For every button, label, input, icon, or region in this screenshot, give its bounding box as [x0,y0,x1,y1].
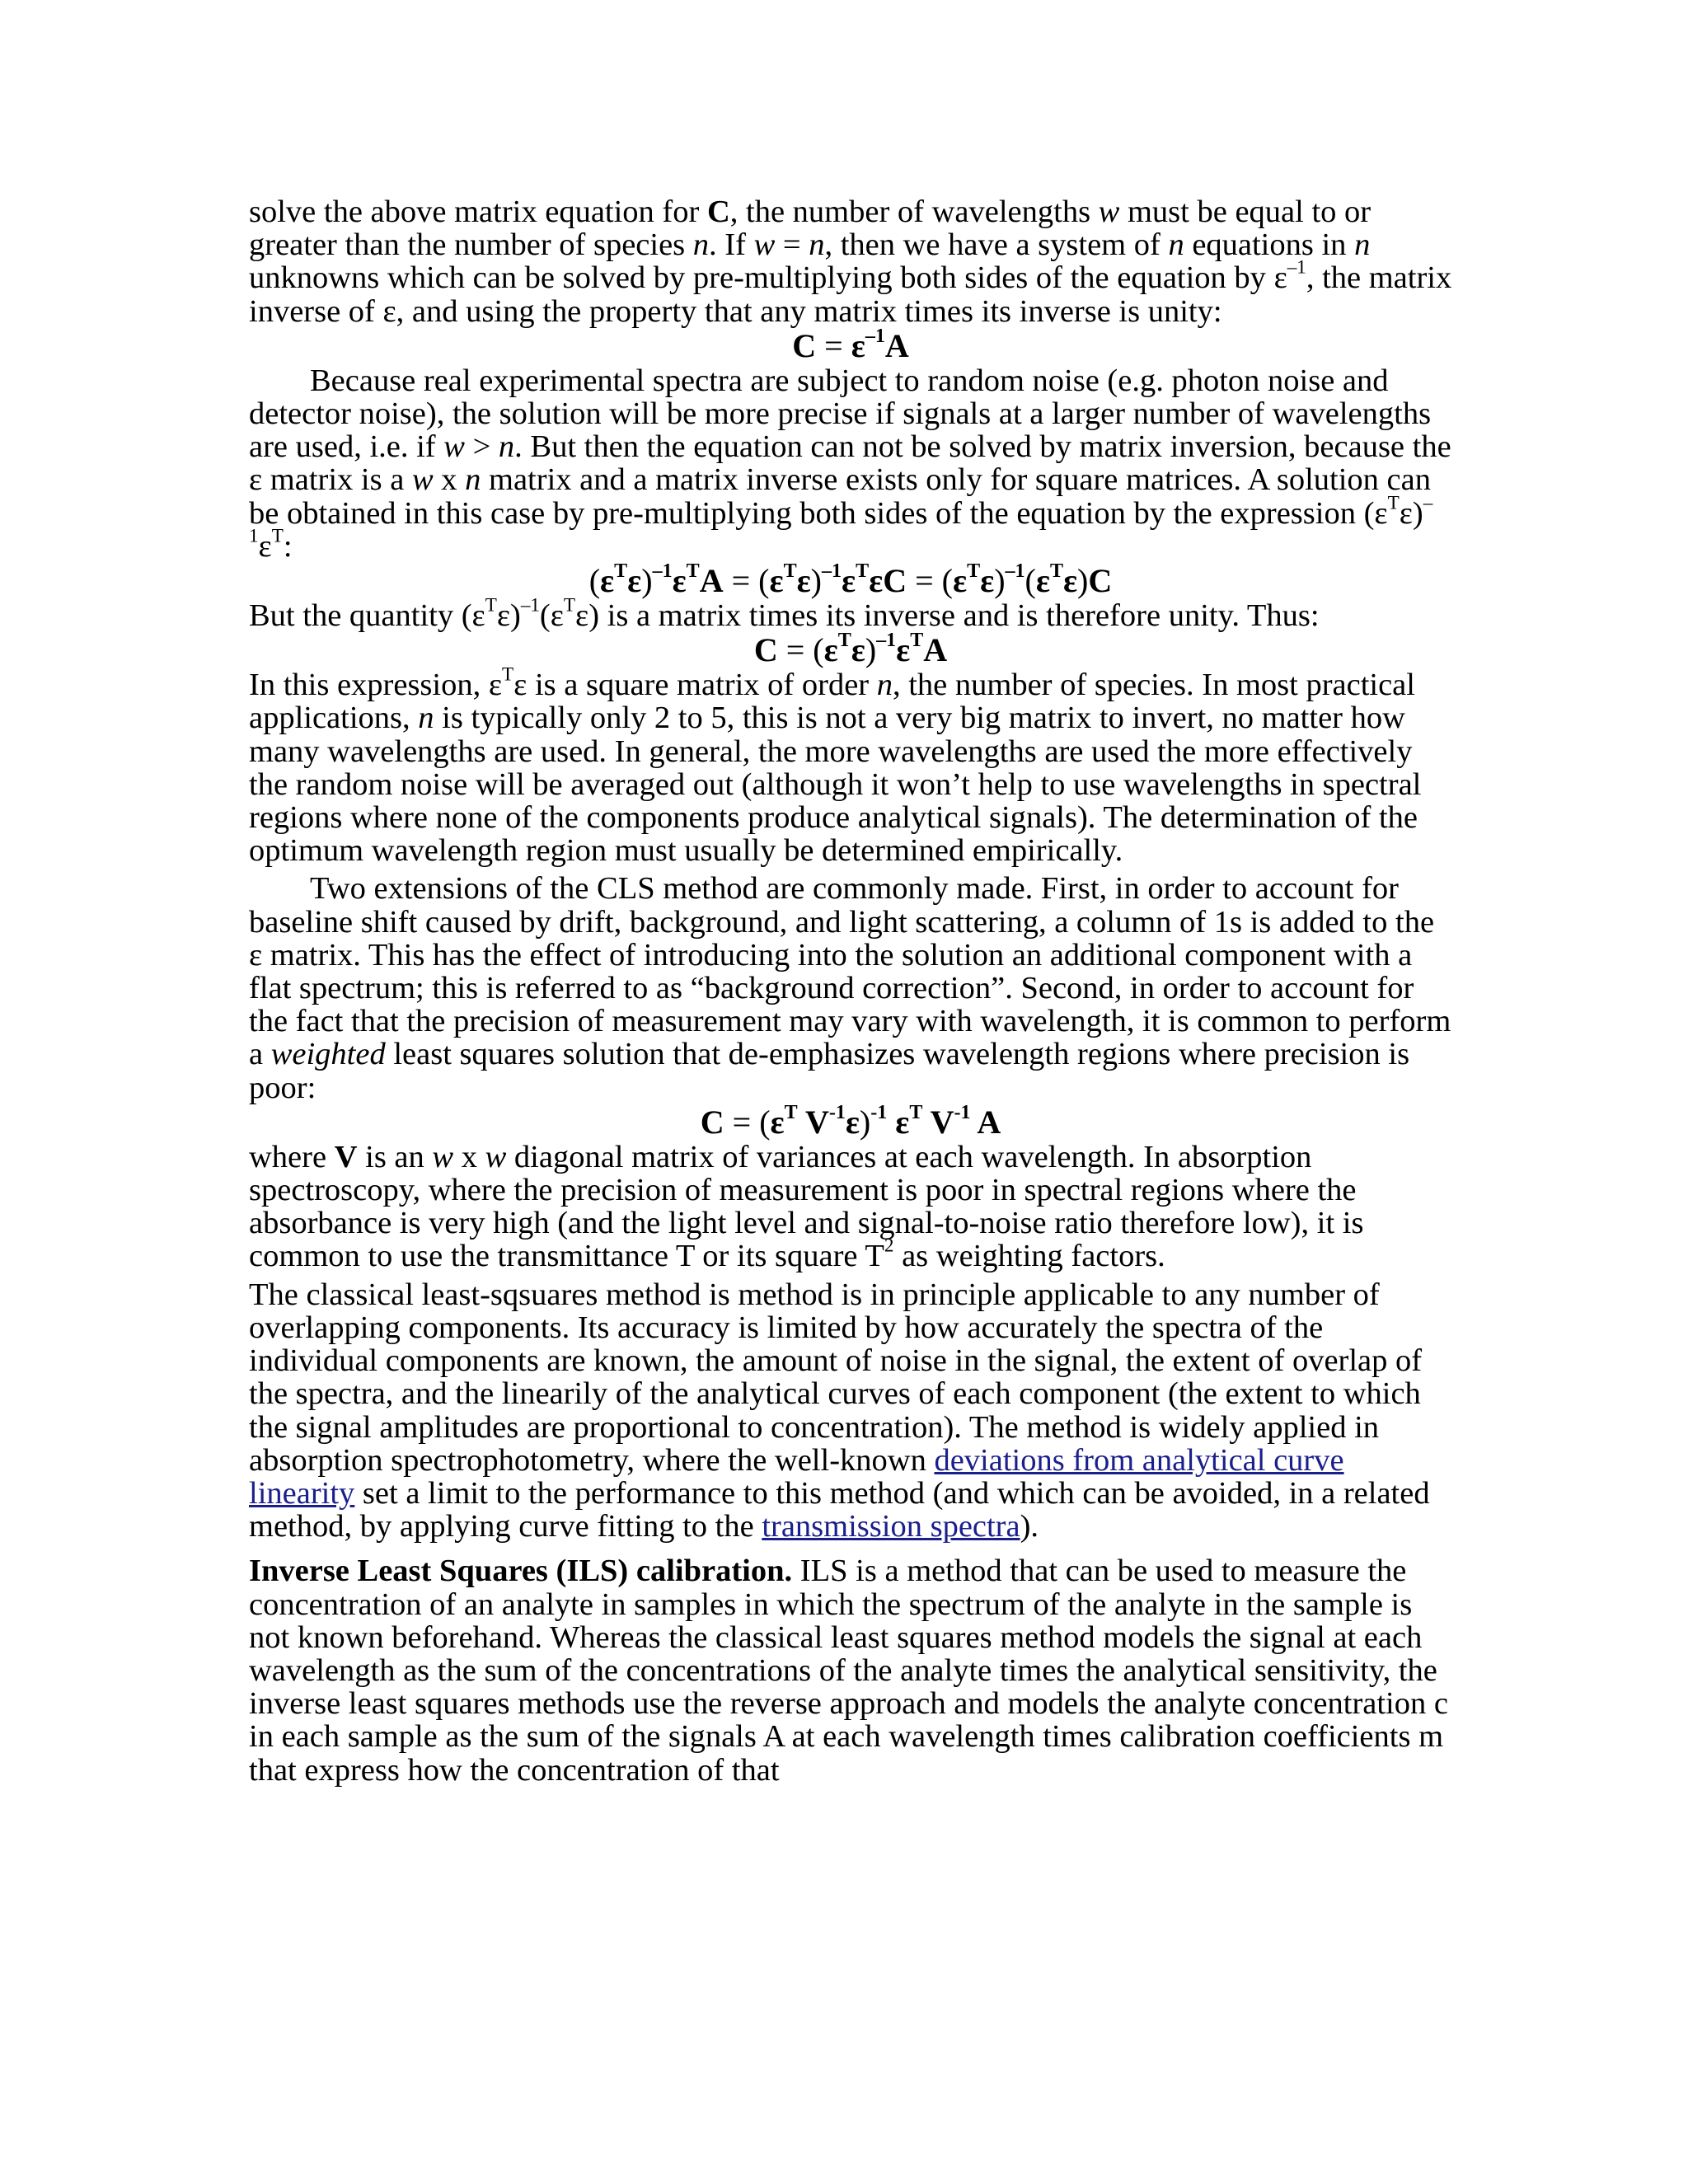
variable: w [432,1139,454,1174]
variable: w [1098,194,1120,229]
epsilon-symbol: ε [842,562,856,600]
variable: n [692,227,710,263]
eq-term: C [700,1103,724,1141]
text: as weighting factors. [893,1239,1165,1274]
superscript: T [614,560,628,583]
text: ILS is a method that can be used to measure the concentration of an analyte in samples in which the spectrum of the analyte in the sample is not known beforehand. Whereas the classical least squares method models the signal at each wavelength as the sum of the concentrations of the analyte times the analytical sensitivity, the inverse least squares methods use the reverse approach and models the analyte concentration c in each sample as the sum of the signals A at each wavelength times calibration coefficients m that express how the concentration of that [249,1554,1448,1788]
variable: n [418,701,434,736]
epsilon-symbol: ε [770,1103,785,1141]
epsilon-symbol: ε [952,562,968,600]
text: matrix is a [262,462,412,498]
text: The classical least-sqsuares method is method is in principle applicable to any number of overlapping components. Its accuracy is limited by how accurately the spectra of the individual components are known, the amount of noise in the signal, the extent of overlap of the spectra, and the linearily of the analytical curves of each component (the extent to which the signal amplitudes are proportional to concentration). The method is widely applied in absorption spectrophotometry, where the well-known [249,1277,1423,1478]
variable: n [1168,227,1184,263]
variable: n [809,227,825,263]
text: unknowns which can be solved by pre-multiplying both sides of the equation by [249,260,1274,296]
text: ) [1412,495,1423,531]
epsilon-symbol: ε [980,562,995,600]
text: . But then the equation can not be solved by matrix inversion, because the [514,429,1451,465]
epsilon-symbol: ε [496,598,510,634]
section-heading: Inverse Least Squares (ILS) calibration. [249,1554,793,1589]
link-transmission-spectra[interactable]: transmission spectra [762,1509,1020,1544]
superscript: –1 [1005,560,1025,583]
epsilon-symbol: ε [1062,562,1078,600]
text: least squares solution that de-emphasizes wavelength regions where precision is poor: [249,1037,1410,1105]
variable: n [498,429,515,465]
eq-term: V [930,1103,954,1141]
epsilon-symbol: ε [627,562,642,600]
eq-operator: = ( [777,631,824,669]
epsilon-symbol: ε [769,562,784,600]
text: ). [1020,1509,1039,1544]
epsilon-symbol: ε [1374,495,1388,531]
eq-term: A [699,562,724,600]
epsilon-symbol: ε [600,562,615,600]
epsilon-symbol: ε [258,528,272,564]
text: , the number of wavelengths [729,194,1099,229]
variable: w [411,462,434,498]
superscript: T [783,560,797,583]
epsilon-symbol: ε [851,326,865,364]
superscript: T [271,524,284,546]
superscript: -1 [954,1101,971,1123]
epsilon-symbol: ε [796,562,811,600]
superscript: –1 [876,630,897,652]
paragraph-matrix-solve [249,195,1452,328]
equation-3 [249,632,1452,668]
paren: ) [641,562,653,600]
epsilon-symbol: ε [672,562,687,600]
text: ( [539,598,551,634]
text: Two extensions of the CLS method are commonly made. First, in order to account for baseline shift caused by drift, background, and light scattering, a column of 1s is added to the [249,871,1435,940]
text: must be equal to or greater than the number of species [249,194,1372,263]
text: ) is a matrix times its inverse and is therefore unity. Thus: [588,598,1320,634]
text: , the number of species. In most practical applications, [249,668,1415,736]
epsilon-symbol: ε [471,598,485,634]
variable: w [753,227,776,263]
document-page [249,195,1452,1787]
superscript: T [910,630,924,652]
superscript: –1 [1287,256,1306,279]
eq-term: C [753,631,778,669]
superscript: 2 [884,1235,894,1257]
epsilon-symbol: ε [249,462,263,498]
text: x [453,1139,485,1174]
epsilon-symbol: ε [895,1103,910,1141]
paren: ( [941,562,953,600]
eq-operator: = ( [724,1103,771,1141]
paren: ) [865,631,877,669]
text: . If [709,227,754,263]
epsilon-symbol: ε [550,598,564,634]
superscript: T [967,560,981,583]
text: = [775,227,809,263]
paren: ( [588,562,601,600]
text: , the matrix inverse of [249,260,1452,329]
paren: ) [810,562,822,600]
paren: ( [758,562,770,600]
eq-term: A [923,631,948,669]
superscript: –1 [520,593,540,616]
eq-operator: = [816,326,851,364]
eq-term: A [884,326,909,364]
text: : [283,528,293,564]
eq-term: V [804,1103,829,1141]
variable: w [443,429,465,465]
epsilon-symbol: ε [869,562,884,600]
paren: ( [1025,562,1036,600]
text: ) [510,598,521,634]
text: x [433,462,466,498]
text: matrix. This has the effect of introducing into the solution an additional component with a flat spectrum; this is referred to as “background correction”. Second, in order to account for the fact that the precision of measurement may vary with wavelength, it is common to perform a [249,937,1451,1072]
variable: n [1354,227,1371,263]
epsilon-symbol: ε [575,598,589,634]
epsilon-symbol: ε [896,631,911,669]
epsilon-symbol: ε [1399,495,1413,531]
matrix-symbol: V [334,1139,358,1174]
equation-2 [249,560,1452,600]
paren: ) [994,562,1006,600]
paragraph-unity [249,593,1452,634]
superscript: –1 [822,560,842,583]
epsilon-symbol: ε [851,631,865,669]
text: set a limit to the performance to this method (and which can be avoided, in a related method, by applying curve fitting to the [249,1475,1430,1544]
superscript: –1 [652,560,673,583]
text: In this expression, [249,668,489,703]
variable: w [485,1139,507,1174]
text: is typically only 2 to 5, this is not a very big matrix to invert, no matter how many wavelengths are used. In general, the more wavelengths are used the more effectively the random noise will be averaged out (although it won’t help to use wavelengths in spectral regions where none of the components produce analytical signals). The determination of the optimum wavelength region must usually be determined empirically. [249,701,1422,869]
epsilon-symbol: ε [382,293,396,329]
epsilon-symbol: ε [249,937,263,972]
text: , and using the property that any matrix times its inverse is unity: [396,293,1222,329]
eq-term: C [1088,562,1113,600]
epsilon-symbol: ε [488,668,503,703]
text: Because real experimental spectra are subject to random noise (e.g. photon noise and detector noise), the solution will be more precise if signals at a larger number of wavelengths are used, i.e. if [249,363,1432,465]
superscript: –1 [865,325,885,347]
variable: n [876,668,893,703]
superscript: T [502,663,514,685]
text: diagonal matrix of variances at each wavelength. In absorption spectroscopy, where the precision of measurement is poor in spectral regions where the absorbance is very high (and the light level and signal-to-noise ratio therefore low), it is common to use the transmittance T or its square T [249,1139,1364,1274]
text: matrix and a matrix inverse exists only for square matrices. A solution can be obtained in this case by pre-multiplying both sides of the equation by the expression ( [249,462,1431,531]
superscript: –1 [249,491,1433,546]
superscript: T [856,560,870,583]
paragraph-noise [249,364,1452,563]
paragraph-ils [249,1554,1452,1786]
superscript: T [909,1101,923,1123]
equation-4 [249,1101,1452,1141]
superscript: T [485,593,497,616]
epsilon-symbol: ε [1035,562,1050,600]
superscript: -1 [870,1101,888,1123]
text: is a square matrix of order [527,668,877,703]
epsilon-symbol: ε [823,631,838,669]
text: is an [357,1139,433,1174]
equation-1 [249,325,1452,364]
paren: ) [859,1103,871,1141]
text: equations in [1184,227,1355,263]
eq-term: C [792,326,817,364]
paragraph-extensions [249,872,1452,1104]
matrix-symbol: C [706,194,730,229]
epsilon-symbol: ε [1273,260,1287,296]
eq-operator: = [723,562,759,600]
eq-term: A [977,1103,1001,1141]
superscript: -1 [828,1101,846,1123]
paren: ) [1077,562,1089,600]
link-deviations-linearity[interactable]: deviations from analytical curve linearity [249,1442,1344,1511]
text: where [249,1139,335,1174]
eq-operator: = [907,562,942,600]
text: solve the above matrix equation for [249,194,707,229]
epsilon-symbol: ε [513,668,528,703]
superscript: T [837,630,851,652]
text: > [464,429,499,465]
superscript: T [563,593,576,616]
superscript: T [686,560,700,583]
superscript: T [1049,560,1063,583]
text: , then we have a system of [824,227,1169,263]
variable: n [465,462,481,498]
superscript: T [1387,491,1400,513]
text: But the quantity ( [249,598,472,634]
epsilon-symbol: ε [845,1103,860,1141]
paragraph-classical [249,1278,1452,1544]
paragraph-variances [249,1141,1452,1273]
superscript: T [784,1101,798,1123]
emphasis: weighted [270,1037,386,1072]
paragraph-expression [249,663,1452,869]
eq-term: C [883,562,907,600]
